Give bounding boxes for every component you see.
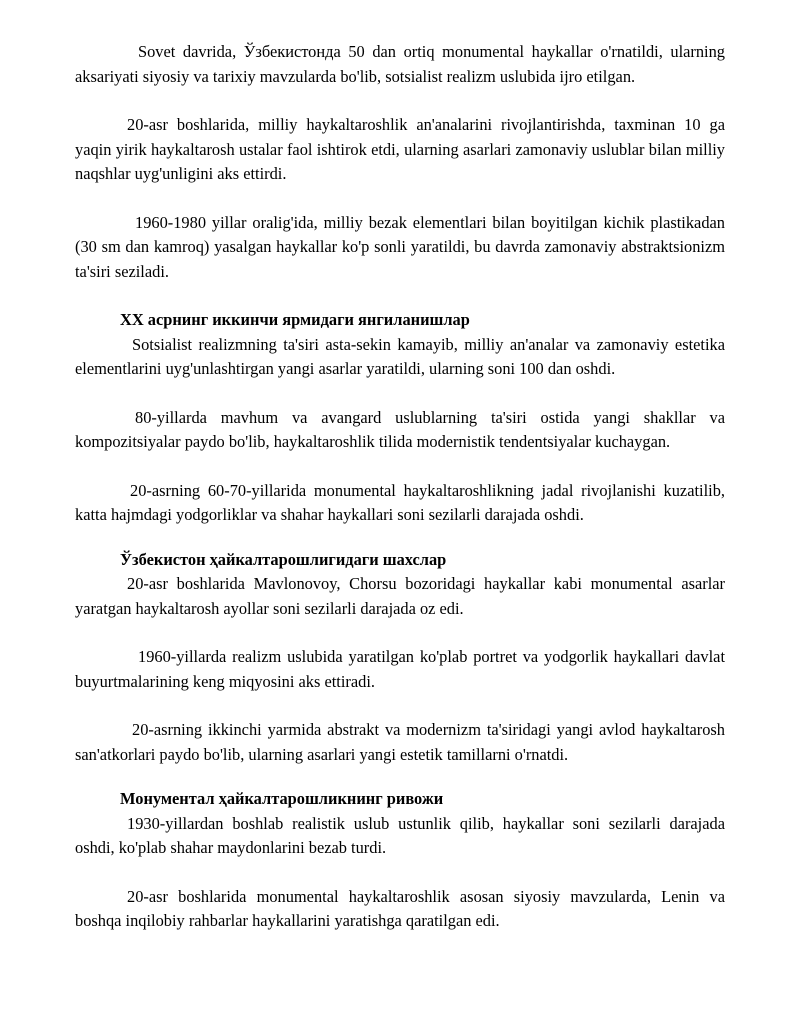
paragraph-soviet-monuments: Sovet davrida, Ўзбекистонда 50 dan ortiq monumental haykallar o'rnatildi, ularning aksariyati siyosiy va tarixiy mavzularda bo'lib, sotsialist realizm uslubida ijro etilgan. bbox=[75, 42, 725, 86]
paragraph-abstract-avantgarde: 80-yillarda mavhum va avangard uslublarning ta'siri ostida yangi shakllar va kompozitsiyalar paydo bo'lib, haykaltaroshlik tilida modernistik tendentsiyalar kuchaygan. bbox=[75, 407, 725, 451]
paragraph-political-themes: 20-asr boshlarida monumental haykaltaroshlik asosan siyosiy mavzularda, Lenin va boshqa inqilobiy rahbarlar haykallarini yaratishga qaratilgan edi. bbox=[75, 886, 725, 930]
paragraph-realistic-style: 1930-yillardan boshlab realistik uslub ustunlik qilib, haykallar soni sezilarli darajada oshdi, ko'plab shahar maydonlarini bezab turdi. bbox=[75, 813, 725, 857]
paragraph-monumental-growth: 20-asrning 60-70-yillarida monumental haykaltaroshlikning jadal rivojlanishi kuzatilib, katta hajmdagi yodgorliklar va shahar haykallari soni sezilarli darajada oshdi. bbox=[75, 480, 725, 524]
section-heading-figures: Ўзбекистон ҳайкалтарошлигидаги шахслар bbox=[120, 549, 447, 569]
paragraph-women-sculptors: 20-asr boshlarida Mavlonovoy, Chorsu bozoridagi haykallar kabi monumental asarlar yaratgan haykaltarosh ayollar soni sezilarli darajada oz edi. bbox=[75, 574, 725, 618]
document-page bbox=[75, 40, 725, 958]
paragraph-national-traditions: 20-asr boshlarida, milliy haykaltaroshlik an'analarini rivojlantirishda, taxminan 10 ga yaqin yirik haykaltarosh ustalar faol ishtirok etdi, ularning asarlari zamonaviy uslublar bilan milliy naqshlar uyg'unligini aks ettirdi. bbox=[75, 115, 725, 183]
paragraph-socialist-realism-decline: Sotsialist realizmning ta'siri asta-sekin kamayib, milliy an'analar va zamonaviy estetika elementlarini uyg'unlashtirgan yangi asarlar yaratildi, ularning soni 100 dan oshdi. bbox=[75, 334, 725, 378]
section-heading-renewals: XX асрнинг иккинчи ярмидаги янгиланишлар bbox=[120, 310, 470, 329]
paragraph-small-plastic: 1960-1980 yillar oralig'ida, milliy bezak elementlari bilan boyitilgan kichik plastikadan (30 sm dan kamroq) yasalgan haykallar ko'p sonli yaratildi, bu davrda zamonaviy abstraktsionizm ta'siri seziladi. bbox=[75, 212, 725, 281]
section-heading-development: Монументал ҳайкалтарошликнинг ривожи bbox=[120, 789, 444, 808]
paragraph-new-generation: 20-asrning ikkinchi yarmida abstrakt va modernizm ta'siridagi yangi avlod haykaltarosh san'atkorlari paydo bo'lib, ularning asarlari yangi estetik tamillarni o'rnatdi. bbox=[75, 720, 725, 764]
paragraph-portrait-monuments: 1960-yillarda realizm uslubida yaratilgan ko'plab portret va yodgorlik haykallari davlat buyurtmalarining keng miqyosini aks ettiradi. bbox=[75, 647, 725, 691]
